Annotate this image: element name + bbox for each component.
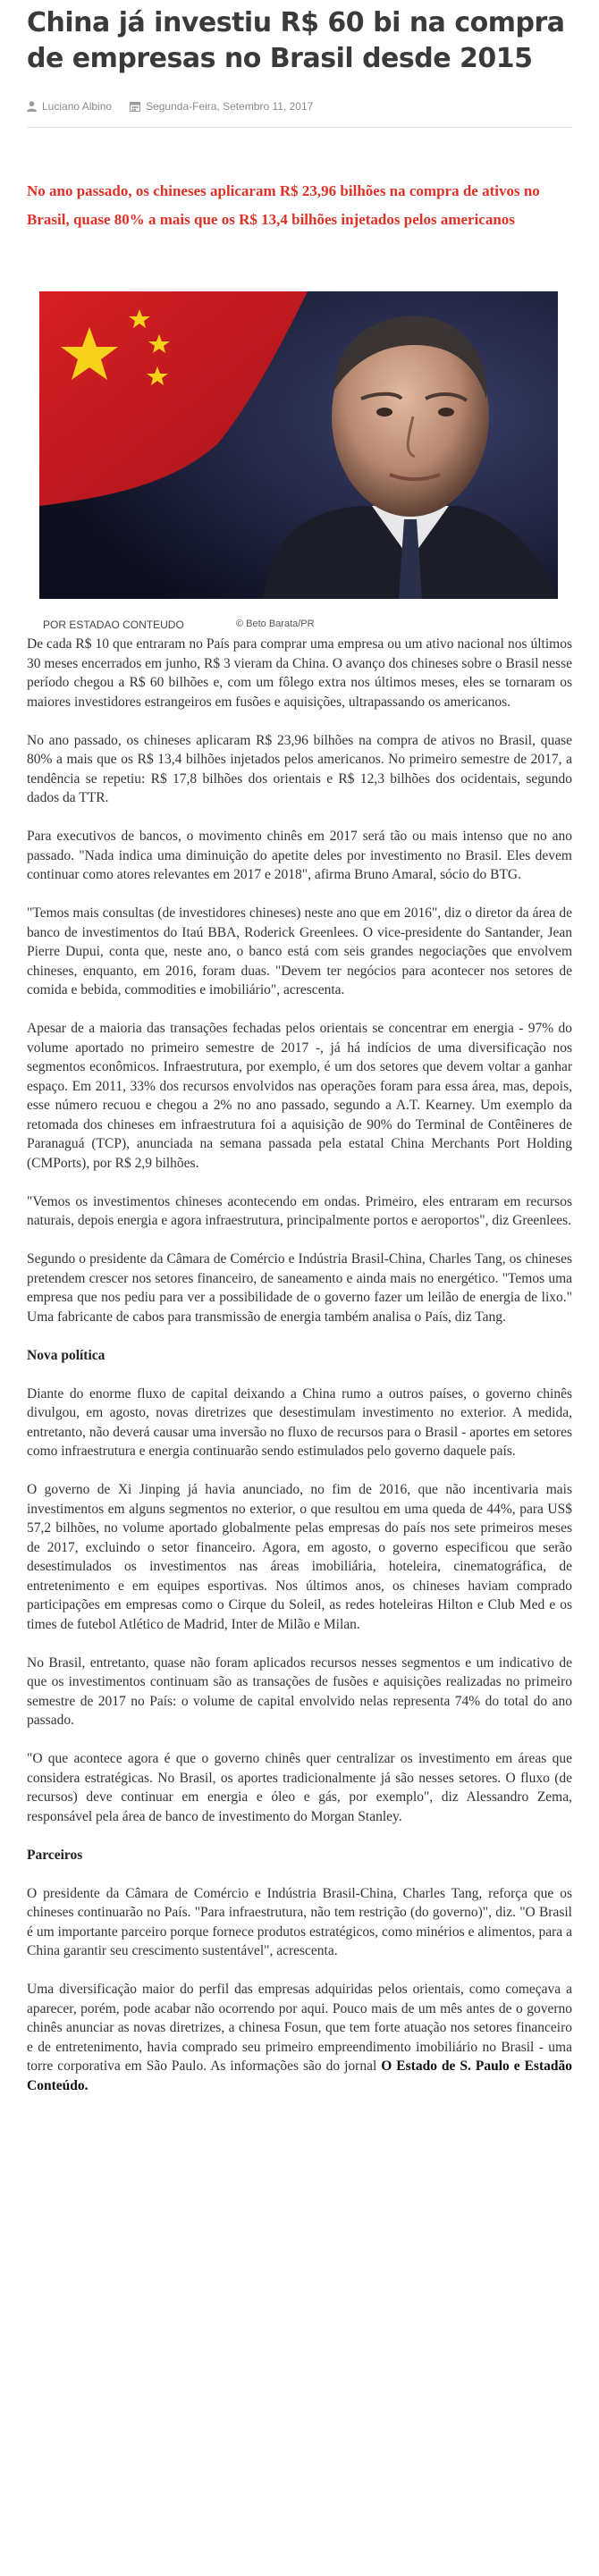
user-icon: [27, 101, 37, 112]
paragraph-text: Uma diversificação maior do perfil das empresas adquiridas pelos orientais, como começava a aparecer, porém, pode acabar não ocorrendo por aqui. Pouco mais de um mês antes de o governo chinês anunciar as novas diretrizes, a chinesa Fosun, que tem forte atuação nos setores financeiro e de entretenimento, havia comprado seu primeiro empreendimento imobiliário no Brasil - uma torre corporativa em São Paulo. As informações são do jornal: [27, 1982, 572, 2074]
body-paragraph: "Temos mais consultas (de investidores chineses) neste ano que em 2016", diz o diretor da área de banco de investimentos do Itaú BBA, Roderick Greenlees. O vice-presidente do Santander, Jean Pierre Dupui, conta que, neste ano, o banco está com seis grandes negociações que envolvem chineses, enquanto, em 2016, foram duas. "Devem ter negócios para acontecer nos setores de comida e bebida, commodities e imobiliário", acrescenta.: [27, 905, 572, 998]
photo-caption: [43, 619, 561, 631]
publish-date: Segunda-Feira, Setembro 11, 2017: [146, 100, 314, 113]
article-meta: [27, 97, 313, 115]
body-paragraph: "Vemos os investimentos chineses acontecendo em ondas. Primeiro, eles entraram em recursos naturais, depois energia e agora infraestrutura, principalmente portos e aeroportos", diz Greenlees.: [27, 1193, 572, 1228]
body-paragraph: No ano passado, os chineses aplicaram R$ 23,96 bilhões na compra de ativos no Brasil, quase 80% a mais que os R$ 13,4 bilhões injetados pelos americanos. No primeiro semestre de 2017, a tendência se repetiu: R$ 17,8 bilhões dos orientais e R$ 12,3 bilhões dos ocidentais, segundo dados da TTR.: [27, 732, 572, 805]
body-paragraph: O governo de Xi Jinping já havia anunciado, no fim de 2016, que não incentivaria mais investimentos em alguns segmentos no exterior, o que resultou em uma queda de 44%, para US$ 57,2 bilhões, no volume aportado globalmente pelas empresas do país nos sete primeiros meses de 2017, excluindo o setor financeiro. Agora, em agosto, o governo especificou que serão desestimulados os investimentos nas áreas imobiliária, hoteleira, cinematográfica, de entretenimento e em equipes esportivas. Nos últimos anos, os chineses haviam comprado participações em empresas como o Cirque du Soleil, as redes hoteleiras Hilton e Club Med e os times de futebol Atlético de Madrid, Inter de Milão e Milan.: [27, 1482, 572, 1632]
photo-credit: © Beto Barata/PR: [236, 619, 315, 629]
body-paragraph: No Brasil, entretanto, quase não foram aplicados recursos nesses segmentos e um indicativo de que os investimentos continuam são as transações de fusões e aquisições realizadas no primeiro semestre de 2017 no País: o volume de capital envolvido nelas representa 74% do total do ano passado.: [27, 1654, 572, 1728]
article-lead: No ano passado, os chineses aplicaram R$ 23,96 bilhões na compra de ativos no Brasil, quase 80% a mais que os R$ 13,4 bilhões injetados pelos americanos: [27, 182, 540, 228]
section-heading: Nova política: [27, 1347, 105, 1363]
body-paragraph: O presidente da Câmara de Comércio e Indústria Brasil-China, Charles Tang, reforça que os chineses continuarão no País. "Para infraestrutura, não tem restrição (do governo)", diz. "O Brasil é um importante parceiro porque fornece produtos estratégicos, como minérios e alimentos, para a China garantir seu crescimento sustentável", acrescenta.: [27, 1885, 572, 1958]
body-paragraph: De cada R$ 10 que entraram no País para comprar uma empresa ou um ativo nacional nos últimos 30 meses encerrados em junho, R$ 3 vieram da China. O avanço dos chineses sobre o Brasil nesse período chegou a R$ 60 bilhões e, com um fôlego extra nos últimos meses, eles se tornaram os maiores investidores estrangeiros em fusões e aquisições, ultrapassando os americanos.: [27, 636, 572, 710]
article-photo: [39, 291, 558, 599]
article-body: [27, 635, 572, 2115]
body-paragraph: "O que acontece agora é que o governo chinês quer centralizar os investimento em áreas que considera estratégicas. No Brasil, os aportes tradicionalmente já são nesses setores. O fluxo (de recursos) deve continuar em energia e óleo e gás, por exemplo", diz Alessandro Zema, responsável pela área de banco de investimento do Morgan Stanley.: [27, 1751, 572, 1824]
source-credit: O Estado de S. Paulo e Estadão Conteúdo.: [27, 2058, 572, 2093]
body-paragraph: Apesar de a maioria das transações fechadas pelos orientais se concentrar em energia - 97% do volume aportado no primeiro semestre de 2017 -, já há indícios de uma diversificação nos segmentos econômicos. Infraestrutura, por exemplo, é um dos setores que devem voltar a ganhar espaço. Em 2011, 33% dos recursos envolvidos nas operações foram para essa área, mas, depois, esse número recuou e chegou a 2% no ano passado, segundo a A.T. Kearney. Um exemplo da retomada dos chineses em infraestrutura foi a aquisição de 90% do Terminal de Contêineres de Paranaguá (TCP), anunciada na semana passada pela estatal China Merchants Port Holding (CMPorts), por R$ 2,9 bilhões.: [27, 1021, 572, 1171]
body-paragraph-last: [27, 1980, 572, 2095]
article-title: China já investiu R$ 60 bi na compra de empresas no Brasil desde 2015: [27, 7, 565, 74]
calendar-icon: [130, 101, 140, 112]
caption-source: POR ESTADAO CONTEUDO: [43, 619, 184, 631]
body-paragraph: Diante do enorme fluxo de capital deixando a China rumo a outros países, o governo chinês divulgou, em agosto, novas diretrizes que desestimulam investimento no exterior. A medida, entretanto, não deverá causar uma inversão no fluxo de recursos para o Brasil - aportes em setores como infraestrutura e energia continuarão sendo estimulados pelo governo daquele país.: [27, 1385, 572, 1459]
author-name[interactable]: Luciano Albino: [42, 100, 113, 113]
divider: [27, 127, 572, 128]
body-paragraph: Segundo o presidente da Câmara de Comércio e Indústria Brasil-China, Charles Tang, os chineses pretendem crescer nos setores financeiro, de saneamento e ainda mais no energético. "Temos uma empresa que nos pediu para ver a possibilidade de o governo fazer um leilão de energia de lixo." Uma fabricante de cabos para transmissão de energia também analisa o País, diz Tang.: [27, 1251, 572, 1325]
body-paragraph: Para executivos de bancos, o movimento chinês em 2017 será tão ou mais intenso que no ano passado. "Nada indica uma diminuição do apetite deles por investimento no Brasil. Eles devem continuar como atores relevantes em 2017 e 2018", afirma Bruno Amaral, sócio do BTG.: [27, 829, 572, 882]
section-heading: Parceiros: [27, 1847, 83, 1863]
